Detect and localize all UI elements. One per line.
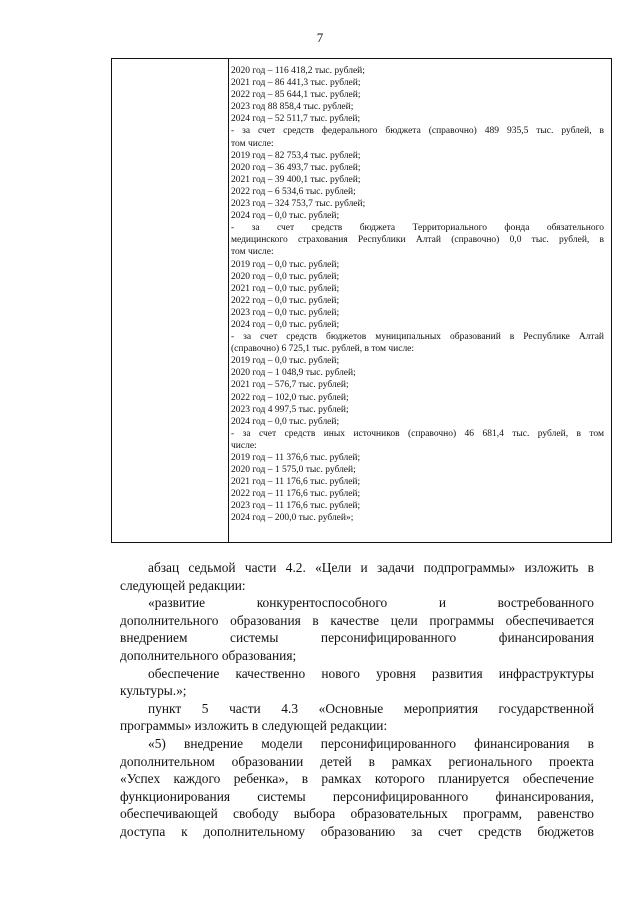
body-line: функционирования системы персонифицированного финансирования, (120, 788, 594, 804)
table-line: 2021 год – 0,0 тыс. рублей; (231, 283, 340, 294)
table-line: 2021 год – 86 441,3 тыс. рублей; (231, 78, 361, 89)
table-line: (справочно) 6 725,1 тыс. рублей, в том числе: (231, 344, 415, 355)
body-line: абзац седьмой части 4.2. «Цели и задачи подпрограммы» изложить в (148, 560, 594, 575)
table-line: 2022 год – 0,0 тыс. рублей; (231, 295, 340, 306)
table-line: 2024 год – 0,0 тыс. рублей; (231, 211, 340, 222)
body-line: «развитие конкурентоспособного и востребованного (148, 595, 594, 611)
table-line: 2022 год – 6 534,6 тыс. рублей; (231, 186, 356, 197)
body-line: «Успех каждого ребенка», в рамках которого планируется обеспечение (120, 771, 594, 787)
table-line: 2024 год – 52 511,7 тыс. рублей; (231, 114, 361, 125)
table-line: - за счет средств федерального бюджета (справочно) 489 935,5 тыс. рублей, в (231, 126, 604, 137)
table-line: числе: (231, 440, 257, 451)
table-line: 2020 год – 116 418,2 тыс. рублей; (231, 66, 365, 76)
body-line: следующей редакции: (120, 577, 246, 593)
body-line: пункт 5 части 4.3 «Основные мероприятия государственной (148, 700, 594, 716)
table-line: - за счет средств иных источников (справочно) 46 681,4 тыс. рублей, в том (231, 428, 604, 439)
table-line: 2024 год – 200,0 тыс. рублей»; (231, 513, 354, 524)
table-line: 2020 год – 1 048,9 тыс. рублей; (231, 368, 356, 379)
table-line: 2022 год – 102,0 тыс. рублей; (231, 392, 349, 403)
table-line: 2020 год – 36 493,7 тыс. рублей; (231, 162, 361, 173)
body-line: дополнительного образования в качестве цели программы обеспечивается (120, 612, 594, 628)
table-line: 2024 год – 0,0 тыс. рублей; (231, 416, 340, 427)
table-line: 2024 год – 0,0 тыс. рублей; (231, 319, 340, 330)
body-line: «5) внедрение модели персонифицированного финансирования в (148, 735, 594, 751)
table-cell-funding (231, 65, 604, 525)
table-line: - за счет средств бюджетов муниципальных образований в Республике Алтай (231, 332, 604, 343)
table-line: 2023 год – 11 176,6 тыс. рублей; (231, 501, 361, 512)
table-line: 2019 год – 82 753,4 тыс. рублей; (231, 150, 361, 161)
table-line: 2023 год 4 997,5 тыс. рублей; (231, 404, 349, 415)
table-line: том числе: (231, 247, 274, 258)
table-line: медицинского страхования Республики Алтай (справочно) 0,0 тыс. рублей, в (231, 235, 604, 246)
page-number: 7 (316, 30, 324, 45)
table-line: 2020 год – 0,0 тыс. рублей; (231, 271, 340, 282)
table-line: 2020 год – 1 575,0 тыс. рублей; (231, 465, 356, 476)
table-line: 2022 год – 11 176,6 тыс. рублей; (231, 489, 361, 500)
body-line: программы» изложить в следующей редакции: (120, 718, 388, 734)
funding-table (111, 58, 612, 543)
table-line: 2019 год – 0,0 тыс. рублей; (231, 356, 340, 367)
table-line: 2021 год – 576,7 тыс. рублей; (231, 380, 349, 391)
table-line: 2019 год – 0,0 тыс. рублей; (231, 259, 340, 270)
body-line: культуры.»; (120, 683, 187, 699)
table-line: - за счет средств бюджета Территориального фонда обязательного (231, 223, 604, 234)
table-line: 2019 год – 11 376,6 тыс. рублей; (231, 453, 361, 463)
table-line: 2023 год – 0,0 тыс. рублей; (231, 307, 340, 318)
table-line: 2023 год – 324 753,7 тыс. рублей; (231, 199, 366, 210)
table-column-divider (228, 59, 229, 542)
table-line: 2021 год – 11 176,6 тыс. рублей; (231, 477, 361, 488)
body-line: дополнительном образовании детей в рамках регионального проекта (120, 753, 594, 769)
table-line: 2023 год 88 858,4 тыс. рублей; (231, 102, 354, 113)
table-border-left (111, 59, 112, 542)
body-line: обеспечение качественно нового уровня развития инфраструктуры (148, 665, 594, 681)
body-line: доступа к дополнительному образованию за счет средств бюджетов (120, 823, 594, 839)
table-line: 2021 год – 39 400,1 тыс. рублей; (231, 174, 361, 185)
body-line: внедрением системы персонифицированного финансирования (120, 630, 594, 646)
table-line: 2022 год – 85 644,1 тыс. рублей; (231, 90, 361, 101)
body-line: дополнительного образования; (120, 647, 297, 663)
table-border-right (611, 59, 612, 542)
document-body (120, 559, 594, 841)
table-line: том числе: (231, 138, 274, 149)
body-line: обеспечивающей свободу выбора образовательных программ, равенство (120, 806, 594, 822)
